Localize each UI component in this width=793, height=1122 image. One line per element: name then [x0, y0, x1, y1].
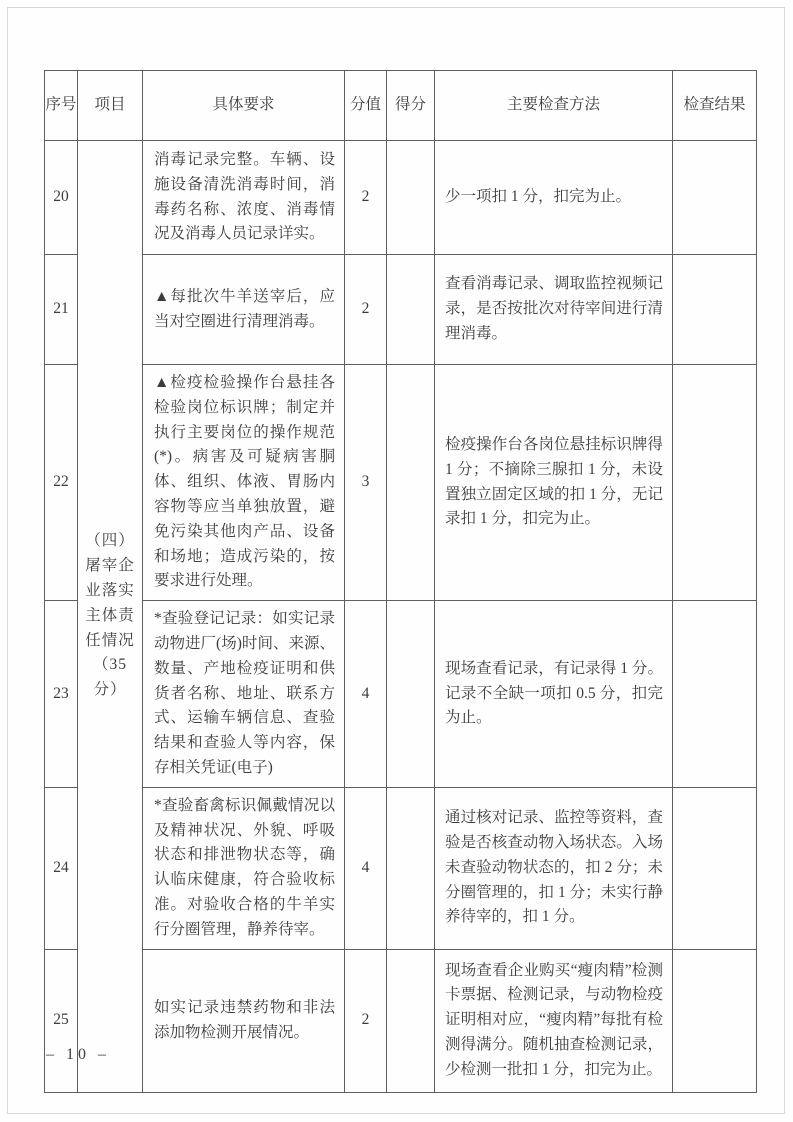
requirement-cell: ▲每批次牛羊送宰后，应当对空圈进行清理消毒。 [143, 255, 345, 365]
header-method: 主要检查方法 [435, 71, 673, 141]
table-header-row [45, 71, 757, 141]
score-obtained-cell [387, 255, 435, 365]
row-no: 21 [45, 255, 78, 365]
row-no: 23 [45, 601, 78, 788]
header-score-obtained: 得分 [387, 71, 435, 141]
table-row [45, 255, 757, 365]
page-number: – 10 – [46, 1046, 110, 1063]
method-cell: 现场查看企业购买“瘦肉精”检测卡票据、检测记录，与动物检疫证明相对应，“瘦肉精”每批有检测得满分。随机抽查检测记录，少检测一批扣 1 分，扣完为止。 [435, 949, 673, 1092]
score-value-cell: 4 [345, 787, 387, 949]
score-value-cell: 4 [345, 601, 387, 788]
header-score-value: 分值 [345, 71, 387, 141]
score-obtained-cell [387, 141, 435, 255]
row-no: 25 [45, 949, 78, 1092]
score-value-cell: 2 [345, 949, 387, 1092]
table-row [45, 365, 757, 601]
header-no: 序号 [45, 71, 78, 141]
inspection-checklist-table [44, 70, 757, 1093]
method-cell: 查看消毒记录、调取监控视频记录，是否按批次对待宰间进行清理消毒。 [435, 255, 673, 365]
table-row [45, 787, 757, 949]
header-requirement: 具体要求 [143, 71, 345, 141]
score-obtained-cell [387, 601, 435, 788]
score-value-cell: 2 [345, 141, 387, 255]
requirement-cell: ▲检疫检验操作台悬挂各检验岗位标识牌；制定并执行主要岗位的操作规范(*)。病害及可疑病害胴体、组织、体液、胃肠内容物等应当单独放置，避免污染其他肉产品、设备和场地；造成污染的，按要求进行处理。 [143, 365, 345, 601]
header-result: 检查结果 [673, 71, 757, 141]
score-value-cell: 3 [345, 365, 387, 601]
requirement-cell: 如实记录违禁药物和非法添加物检测开展情况。 [143, 949, 345, 1092]
score-obtained-cell [387, 949, 435, 1092]
requirement-cell: *查验畜禽标识佩戴情况以及精神状况、外貌、呼吸状态和排泄物状态等，确认临床健康，符合验收标准。对验收合格的牛羊实行分圈管理，静养待宰。 [143, 787, 345, 949]
method-cell: 现场查看记录，有记录得 1 分。记录不全缺一项扣 0.5 分，扣完为止。 [435, 601, 673, 788]
result-cell [673, 787, 757, 949]
result-cell [673, 601, 757, 788]
score-obtained-cell [387, 787, 435, 949]
requirement-cell: 消毒记录完整。车辆、设施设备清洗消毒时间，消毒药名称、浓度、消毒情况及消毒人员记录详实。 [143, 141, 345, 255]
header-project: 项目 [78, 71, 143, 141]
table-row [45, 141, 757, 255]
row-no: 20 [45, 141, 78, 255]
score-value-cell: 2 [345, 255, 387, 365]
requirement-cell: *查验登记记录：如实记录动物进厂(场)时间、来源、数量、产地检疫证明和供货者名称、地址、联系方式、运输车辆信息、查验结果和查验人等内容，保存相关凭证(电子) [143, 601, 345, 788]
table-row [45, 949, 757, 1092]
project-category-cell: （四）屠宰企业落实主体责任情况（35分） [78, 141, 143, 1093]
result-cell [673, 949, 757, 1092]
score-obtained-cell [387, 365, 435, 601]
row-no: 24 [45, 787, 78, 949]
result-cell [673, 255, 757, 365]
result-cell [673, 365, 757, 601]
method-cell: 少一项扣 1 分，扣完为止。 [435, 141, 673, 255]
method-cell: 检疫操作台各岗位悬挂标识牌得 1 分；不摘除三腺扣 1 分，未设置独立固定区域的扣 1 分，无记录扣 1 分，扣完为止。 [435, 365, 673, 601]
row-no: 22 [45, 365, 78, 601]
table-row [45, 601, 757, 788]
method-cell: 通过核对记录、监控等资料，查验是否核查动物入场状态。入场未查验动物状态的，扣 2 分；未分圈管理的，扣 1 分；未实行静养待宰的，扣 1 分。 [435, 787, 673, 949]
result-cell [673, 141, 757, 255]
